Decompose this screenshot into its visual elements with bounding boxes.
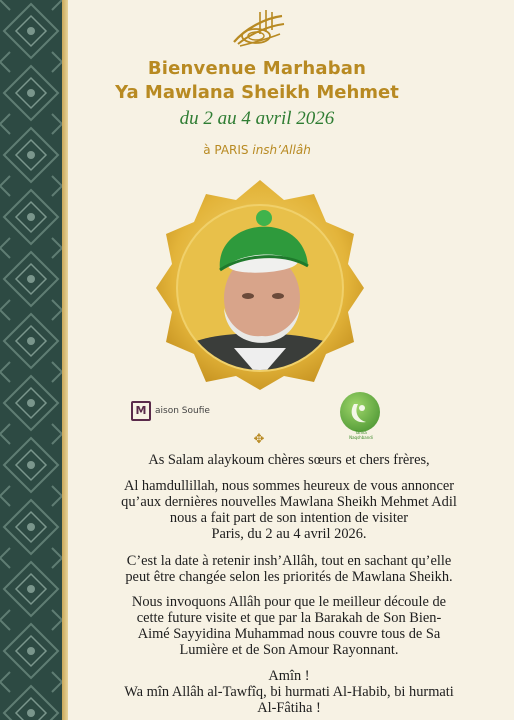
text-line: nous a fait part de son intention de visiter <box>169 510 409 526</box>
text-line: Amîn ! <box>268 668 310 684</box>
text-line: Paris, du 2 au 4 avril 2026. <box>211 526 367 542</box>
maison-soufie-mark: M <box>131 401 151 421</box>
greeting: As Salam alaykoum chères sœurs et chers frères, <box>148 452 430 468</box>
place-name: à PARIS <box>203 143 249 157</box>
text-line: Lumière et de Son Amour Rayonnant. <box>179 642 399 658</box>
text-line: C’est la date à retenir insh’Allâh, tout en sachant qu’elle <box>126 553 452 569</box>
naqshbandi-logo-icon <box>340 392 380 432</box>
naqshbandi-logo-caption: Tarika Naqshbandi <box>349 430 373 440</box>
paragraph-announcement <box>70 478 508 542</box>
text-line: Aimé Sayyidina Muhammad nous couvre tous de Sa <box>137 626 441 642</box>
calligraphy-tughra-icon <box>226 8 290 50</box>
event-place <box>0 143 514 157</box>
maison-soufie-logo <box>131 397 229 425</box>
event-dates: du 2 au 4 avril 2026 <box>179 108 335 129</box>
maison-soufie-text: aison Soufie <box>155 406 210 416</box>
text-line: Wa mîn Allâh al-Tawfîq, bi hurmati Al-Habib, bi hurmati <box>124 684 454 700</box>
crescent-emblem-icon <box>340 392 380 432</box>
paragraph-closing <box>70 668 508 716</box>
text-line: Al hamdullillah, nous sommes heureux de vous annoncer <box>123 478 455 494</box>
sheikh-portrait <box>154 178 366 390</box>
title-line-2: Ya Mawlana Sheikh Mehmet <box>115 82 399 103</box>
portrait-medallion <box>154 178 366 390</box>
text-line: Nous invoquons Allâh pour que le meilleur découle de <box>131 594 447 610</box>
text-line: qu’aux dernières nouvelles Mawlana Sheikh Mehmet Adil <box>121 494 457 510</box>
text-line: Al-Fâtiha ! <box>257 700 321 716</box>
paragraph-date-note <box>70 553 508 585</box>
text-line: peut être changée selon les priorités de Mawlana Sheikh. <box>125 569 453 585</box>
title-line-1: Bienvenue Marhaban <box>147 58 367 79</box>
fleuron-ornament-icon: ✥ <box>253 432 265 447</box>
paragraph-invocation <box>70 594 508 658</box>
place-suffix: insh’Allâh <box>252 143 311 157</box>
text-line: cette future visite et que par la Barakah de Son Bien- <box>136 610 442 626</box>
